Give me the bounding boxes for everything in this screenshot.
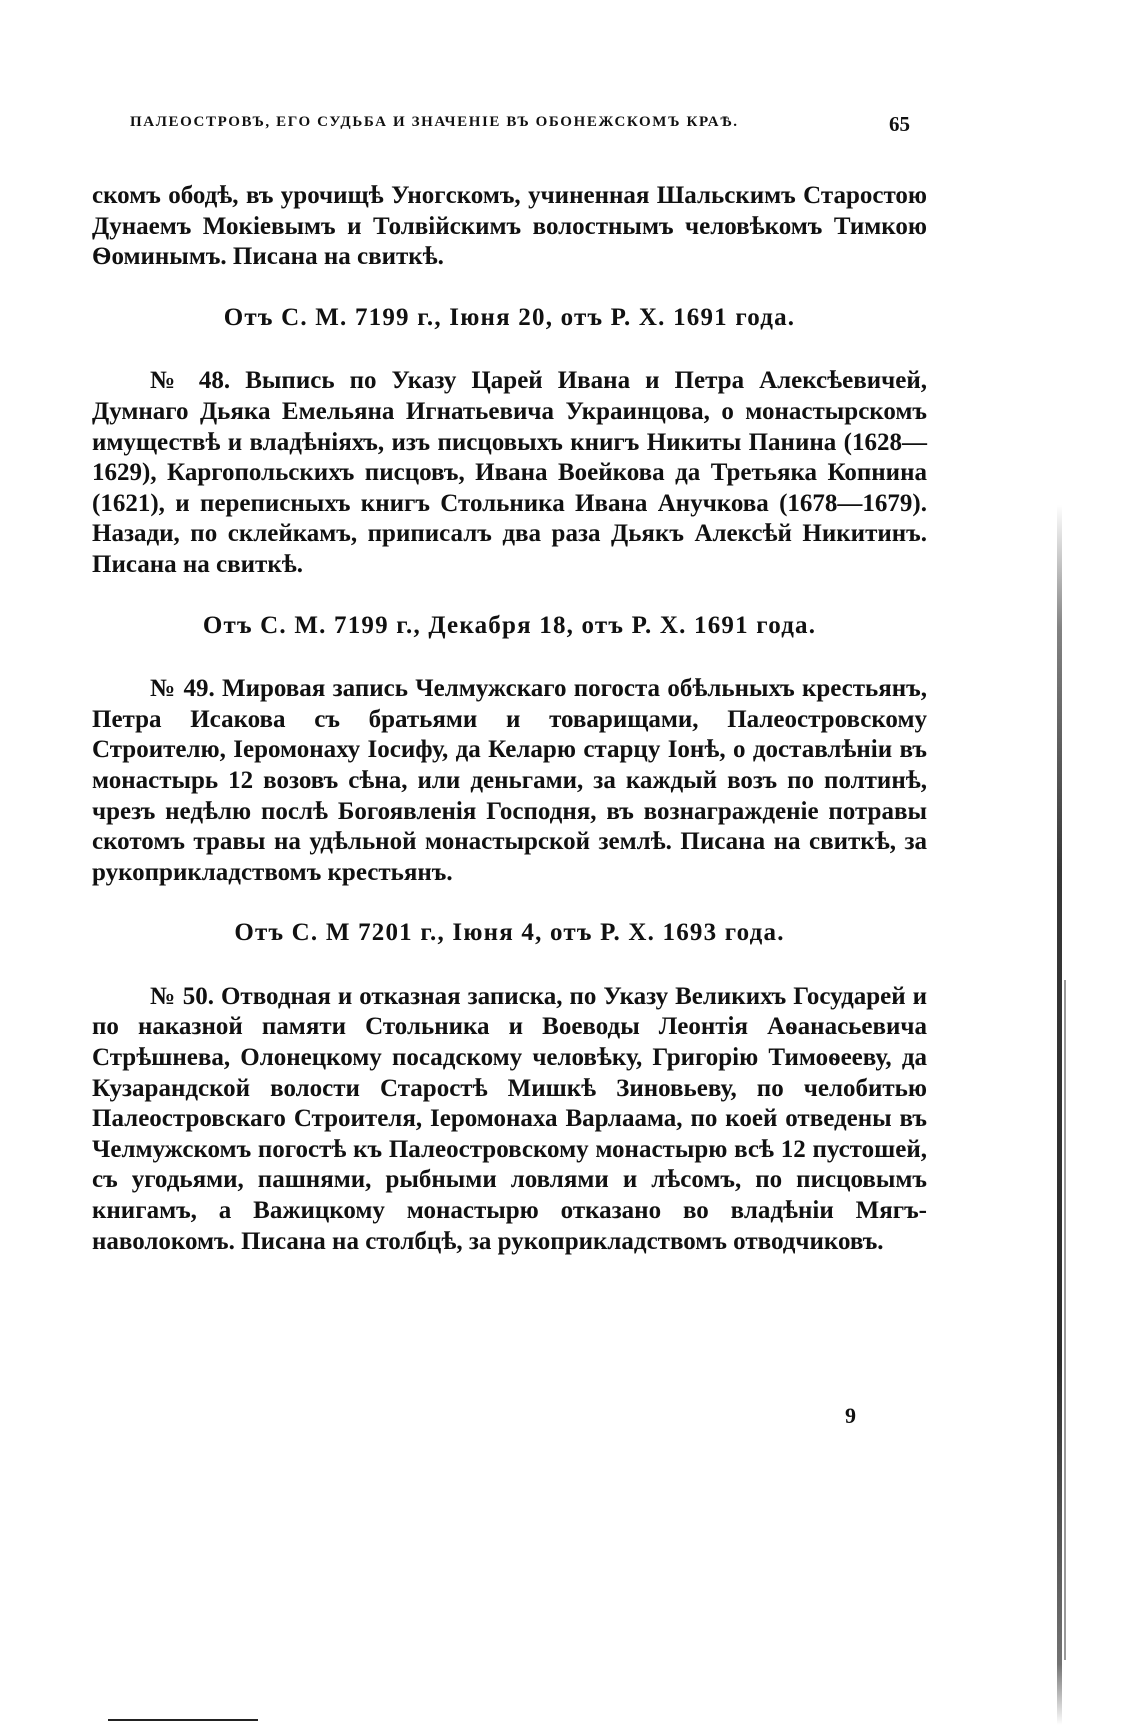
intro-paragraph: скомъ ободѣ, въ урочищѣ Уногскомъ, учиненная Шальскимъ Старостою Дунаемъ Мокіевымъ и Толвійскимъ волостнымъ человѣкомъ Тимкою Ѳоминымъ. Писана на свиткѣ. bbox=[92, 182, 927, 271]
spacer bbox=[92, 273, 927, 303]
entry-number: № 49. bbox=[150, 675, 215, 703]
running-head bbox=[130, 114, 910, 142]
date-line-2: Отъ С. М. 7199 г., Декабря 18, отъ Р. Х. 1691 года. bbox=[202, 611, 817, 639]
scan-edge-line bbox=[1064, 980, 1066, 1660]
running-title: ПАЛЕОСТРОВЪ, ЕГО СУДЬБА И ЗНАЧЕНІЕ ВЪ ОБОНЕЖСКОМЪ КРАѢ. bbox=[130, 114, 739, 130]
spacer bbox=[92, 333, 927, 366]
spacer bbox=[92, 581, 927, 611]
entry-number: № 50. bbox=[150, 982, 215, 1010]
scan-edge-shadow bbox=[1057, 505, 1062, 1725]
entry-49 bbox=[92, 674, 927, 888]
spacer bbox=[92, 888, 927, 918]
entry-text: Отводная и отказная записка, по Указу Великихъ Государей и по наказной памяти Стольника и Воеводы Леонтія Аѳанасьевича Стрѣшнева, Олонецкому посадскому человѣку, Григорію Тимоѳееву, да Кузарандской волости Старостѣ Мишкѣ Зиновьеву, по челобитью Палеостровскаго Строителя, Іеромонаха Варлаама, по коей отведены въ Челмужскомъ погостѣ къ Палеостровскому монастырю всѣ 12 пустошей, съ угодьями, пашнями, рыбными ловлями и лѣсомъ, по писцовымъ книгамъ, а Важицкому монастырю отказано во владѣніи Мягъ-наволокомъ. Писана на столбцѣ, за рукоприкладствомъ отводчиковъ. bbox=[92, 982, 928, 1255]
entry-text: Мировая запись Челмужскаго погоста обѣльныхъ крестьянъ, Петра Исакова съ братьями и товарищами, Палеостровскому Строителю, Іеромонаху Іосифу, да Келарю старцу Іонѣ, о доставлѣніи въ монастырь 12 возовъ сѣна, или деньгами, за каждый возъ по полтинѣ, чрезъ недѣлю послѣ Богоявленія Господня, въ вознагражденіе потравы скотомъ травы на удѣльной монастырской землѣ. Писана на свиткѣ, за рукоприкладствомъ крестьянъ. bbox=[92, 675, 927, 886]
bottom-rule bbox=[108, 1719, 258, 1721]
spacer bbox=[92, 949, 927, 982]
entry-text: Выпись по Указу Царей Ивана и Петра Алексѣевичей, Думнаго Дьяка Емельяна Игнатьевича Украинцова, о монастырскомъ имуществѣ и владѣніяхъ, изъ писцовыхъ книгъ Никиты Панина (1628—1629), Каргопольскихъ писцовъ, Ивана Воейкова да Третьяка Копнина (1621), и переписныхъ книгъ Стольника Ивана Анучкова (1678—1679). Назади, по склейкамъ, приписалъ два раза Дьякъ Алексѣй Никитинъ. Писана на свиткѣ. bbox=[92, 367, 928, 578]
entry-48 bbox=[92, 366, 927, 580]
spacer bbox=[92, 641, 927, 674]
date-line-3: Отъ С. М 7201 г., Іюня 4, отъ Р. Х. 1693 года. bbox=[234, 919, 785, 947]
date-line-1: Отъ С. М. 7199 г., Іюня 20, отъ Р. Х. 1691 года. bbox=[223, 303, 796, 331]
entry-50 bbox=[92, 982, 927, 1257]
text-column bbox=[92, 181, 927, 1257]
entry-number: № 48. bbox=[150, 367, 231, 395]
signature-mark: 9 bbox=[845, 1403, 856, 1428]
page-number: 65 bbox=[889, 112, 910, 136]
